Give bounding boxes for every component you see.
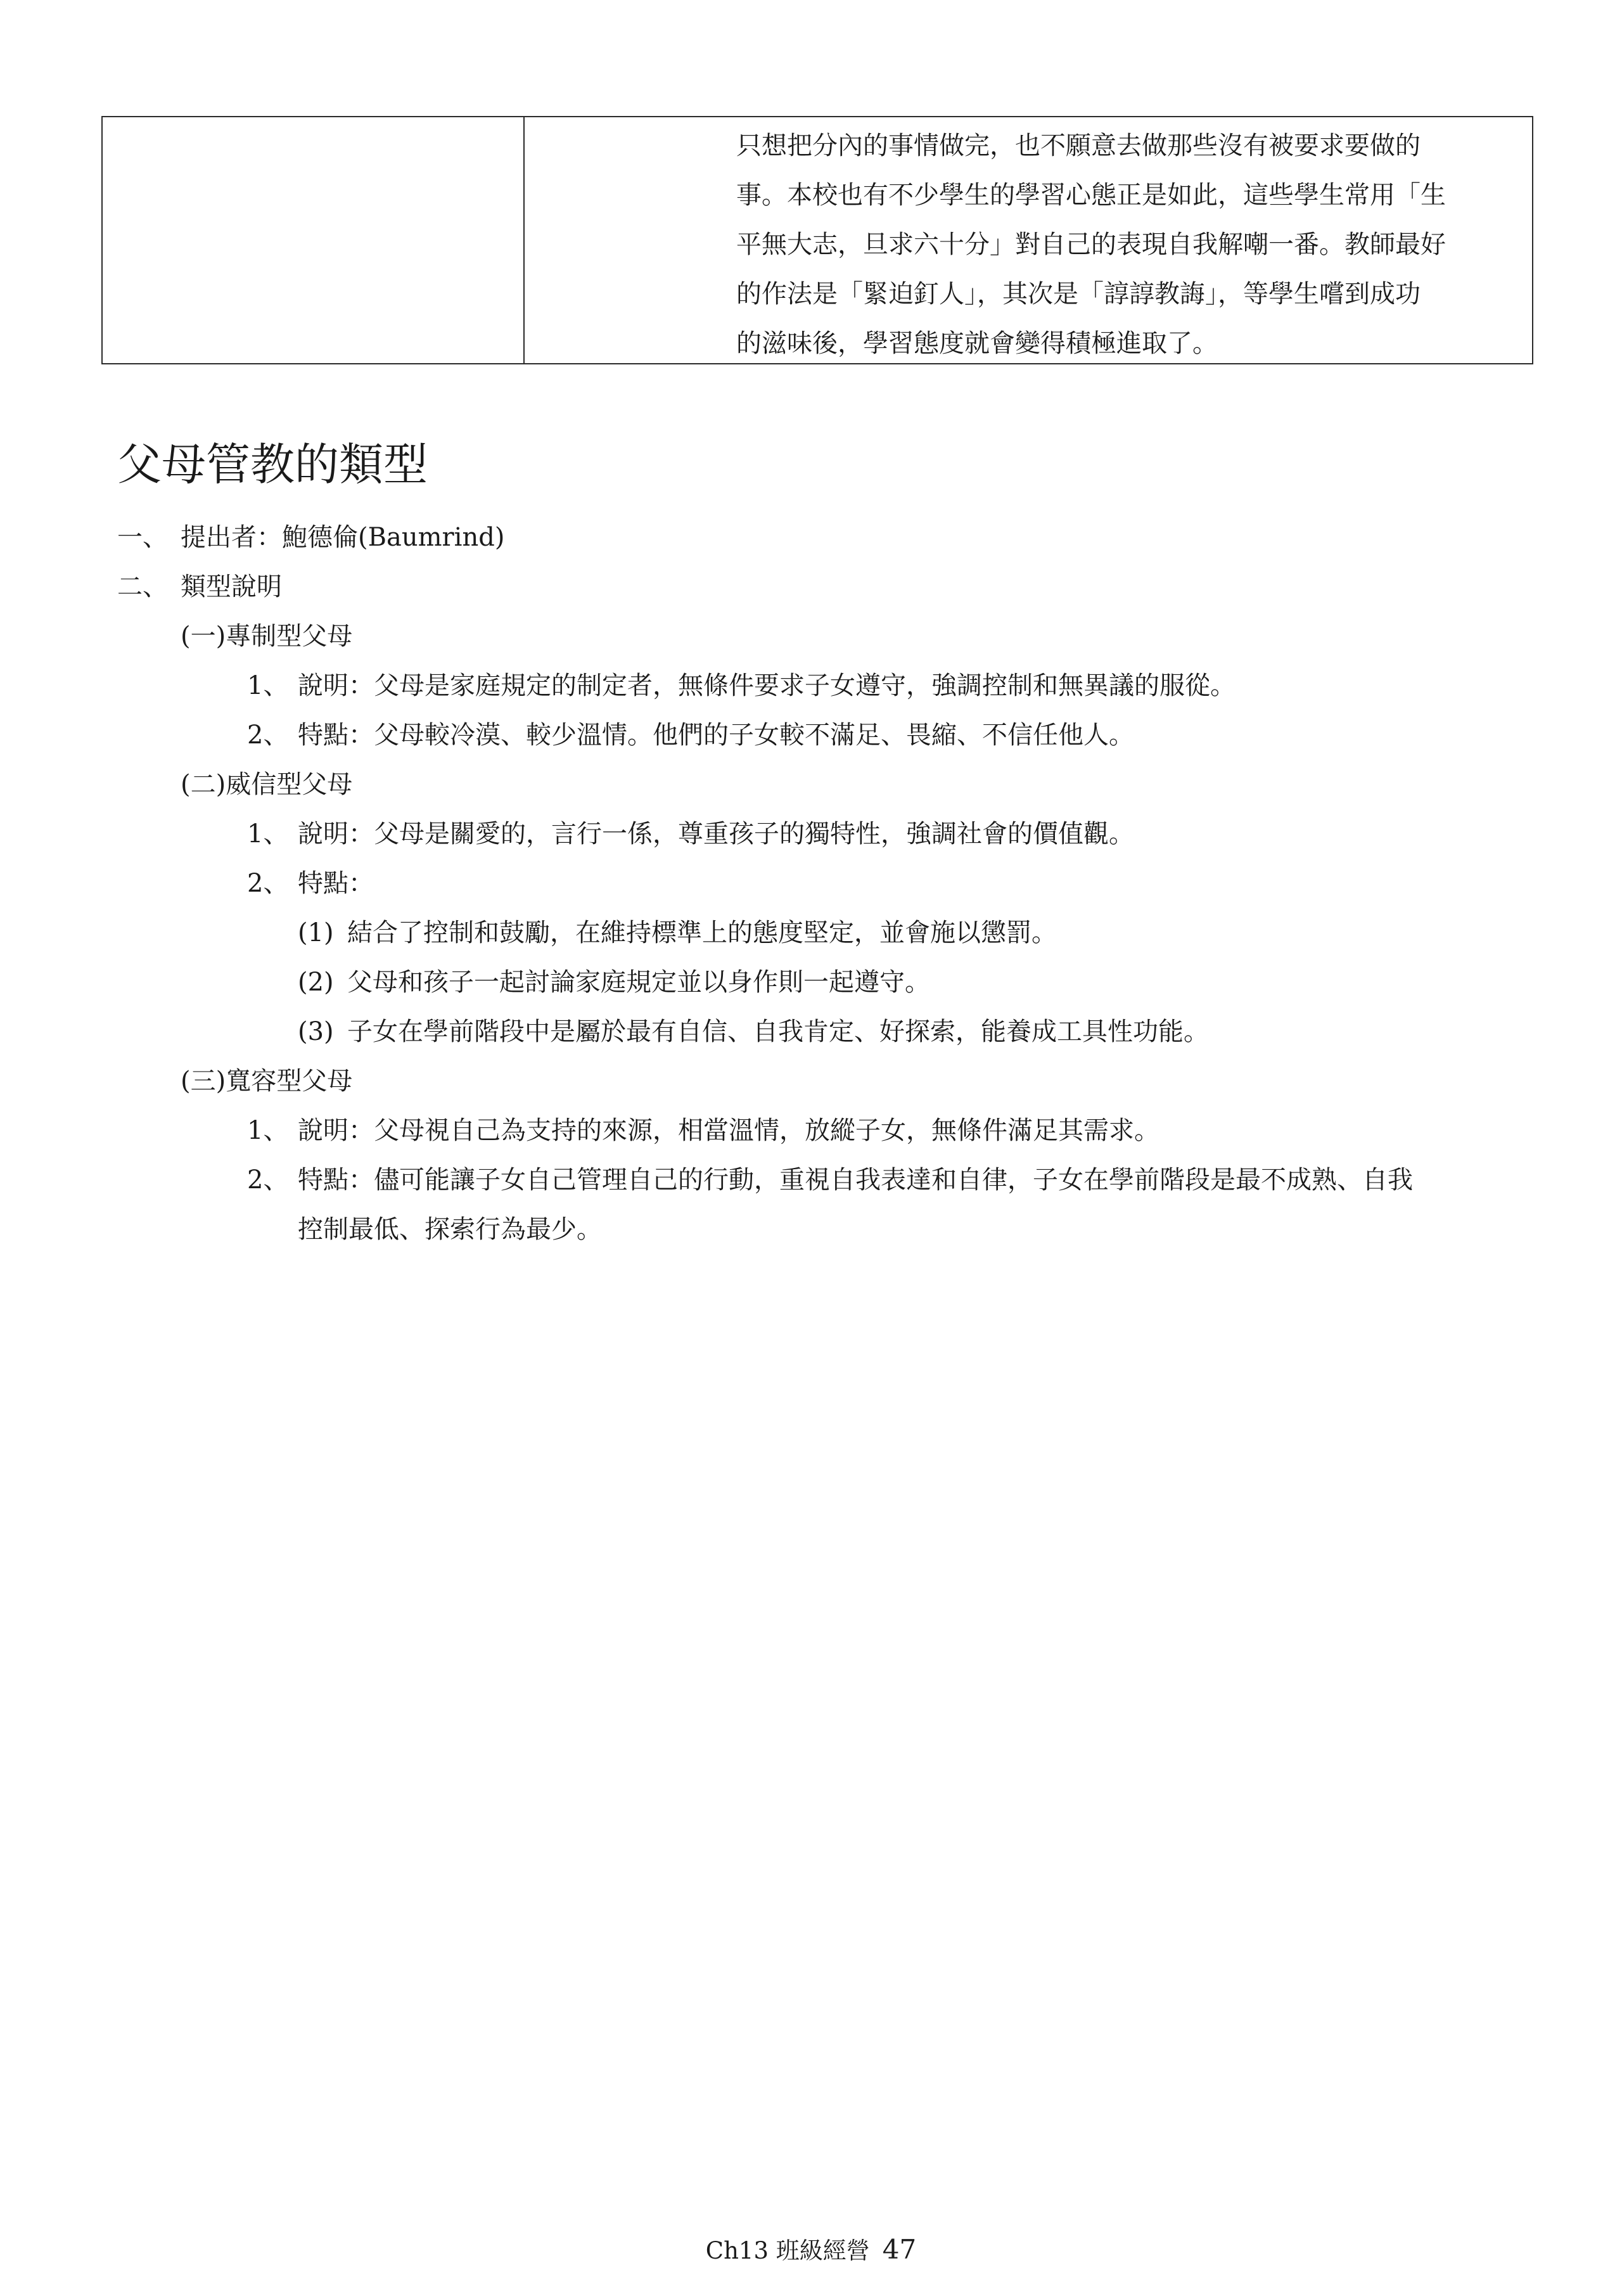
- sub-marker: (3): [298, 1017, 334, 1046]
- sub-marker: (2): [298, 968, 334, 997]
- item-marker: 二、: [117, 572, 168, 601]
- outline-item-proposer: [117, 518, 504, 556]
- type2-feature-1: [298, 914, 1057, 952]
- sub-text: 子女在學前階段中是屬於最有自信、自我肯定、好探索，能養成工具性功能。: [347, 1017, 1209, 1046]
- section-title: 父母管教的類型: [117, 439, 428, 491]
- point-marker: 1、: [247, 819, 289, 849]
- type3-features-continuation: 控制最低、探索行為最少。: [298, 1215, 602, 1244]
- type-heading-authoritarian: (一)專制型父母: [181, 622, 353, 651]
- sub-text: 父母和孩子一起討論家庭規定並以身作則一起遵守。: [347, 968, 930, 997]
- type2-point-features: [247, 864, 374, 902]
- item-text: 類型說明: [181, 572, 282, 601]
- sub-text: 結合了控制和鼓勵，在維持標準上的態度堅定，並會施以懲罰。: [347, 918, 1057, 947]
- type1-point-description: [247, 667, 1236, 705]
- item-text: 提出者：鮑德倫(Baumrind): [181, 523, 505, 552]
- chapter-label: Ch13 班級經營: [705, 2237, 870, 2264]
- sub-marker: (1): [298, 918, 334, 947]
- continued-table: [101, 116, 1533, 364]
- type3-point-features: [247, 1161, 1413, 1199]
- point-text: 特點：父母較冷漠、較少溫情。他們的子女較不滿足、畏縮、不信任他人。: [298, 721, 1134, 750]
- type2-feature-2: [298, 963, 930, 1001]
- point-text: 說明：父母視自己為支持的來源，相當溫情，放縱子女，無條件滿足其需求。: [298, 1116, 1159, 1145]
- table-line: 事。本校也有不少學生的學習心態正是如此，這些學生常用「生: [736, 181, 1446, 210]
- table-line: 平無大志，旦求六十分」對自己的表現自我解嘲一番。教師最好: [736, 230, 1446, 259]
- point-marker: 1、: [247, 671, 289, 700]
- type2-feature-3: [298, 1013, 1209, 1051]
- type-heading-authoritative: (二)威信型父母: [181, 770, 353, 799]
- table-cell-text: [736, 121, 1528, 368]
- point-marker: 2、: [247, 721, 289, 750]
- point-marker: 2、: [247, 1165, 289, 1195]
- type2-point-description: [247, 815, 1134, 853]
- page-footer: [0, 2234, 1622, 2267]
- page-number: 47: [882, 2234, 917, 2265]
- table-line: 的滋味後，學習態度就會變得積極進取了。: [736, 329, 1218, 358]
- point-text: 特點：儘可能讓子女自己管理自己的行動，重視自我表達和自律，子女在學前階段是最不成熟、自我: [298, 1165, 1413, 1195]
- point-text: 說明：父母是關愛的，言行一係，尊重孩子的獨特性，強調社會的價值觀。: [298, 819, 1134, 849]
- outline-item-types: [117, 568, 282, 606]
- point-marker: 1、: [247, 1116, 289, 1145]
- type3-point-description: [247, 1112, 1159, 1150]
- item-marker: 一、: [117, 523, 168, 552]
- table-column-divider: [523, 117, 525, 363]
- type1-point-features: [247, 716, 1134, 754]
- point-text: 說明：父母是家庭規定的制定者，無條件要求子女遵守，強調控制和無異議的服從。: [298, 671, 1236, 700]
- point-marker: 2、: [247, 869, 289, 898]
- table-line: 只想把分內的事情做完，也不願意去做那些沒有被要求要做的: [736, 131, 1421, 160]
- table-line: 的作法是「緊迫釘人」，其次是「諄諄教誨」，等學生嚐到成功: [736, 279, 1421, 309]
- point-text: 特點：: [298, 869, 374, 898]
- type-heading-permissive: (三)寬容型父母: [181, 1067, 353, 1096]
